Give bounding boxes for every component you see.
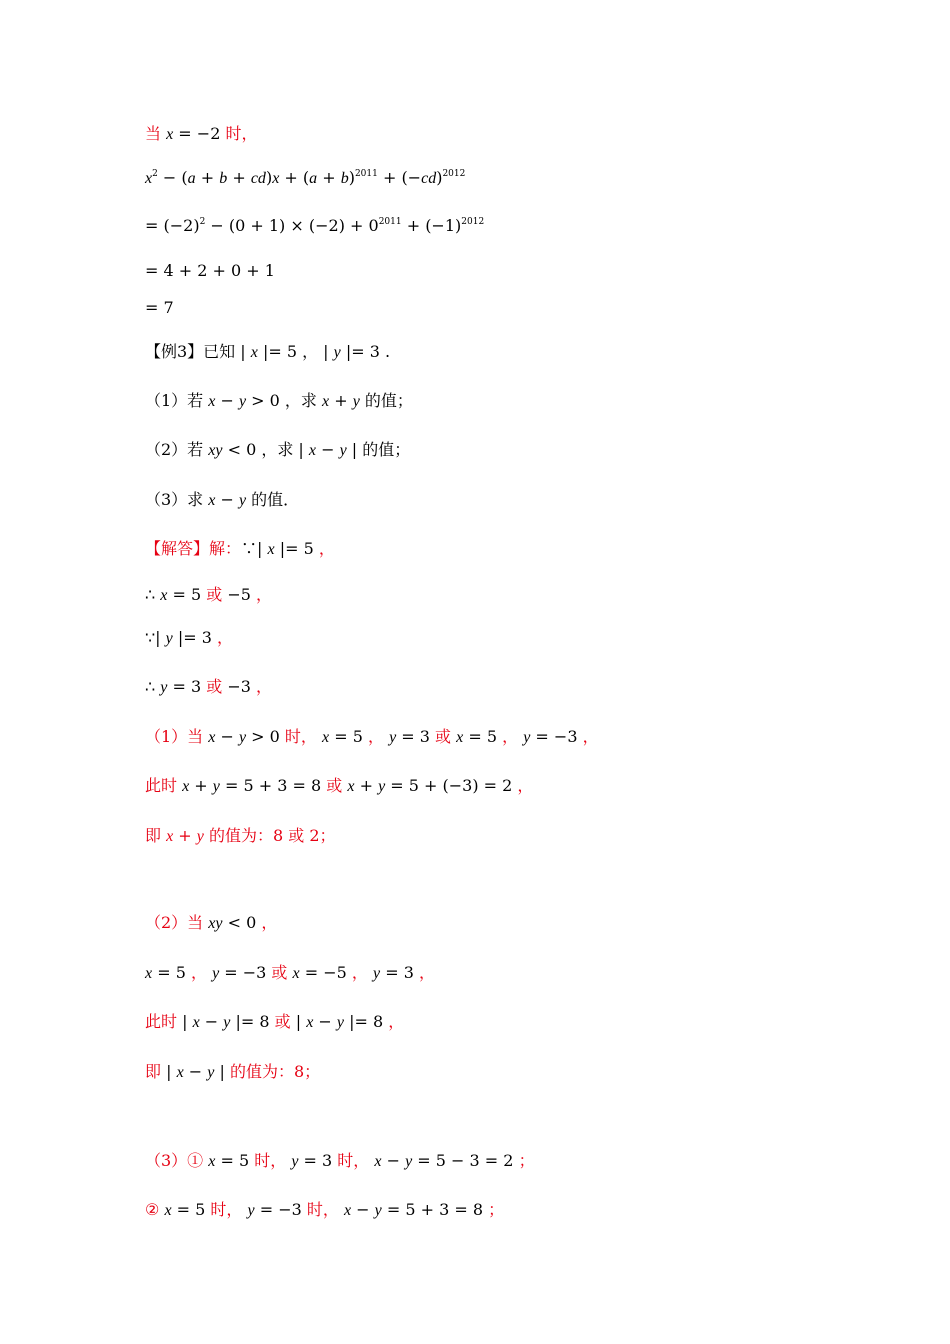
line-9: 【解答】解：∵| x |= 5 ，: [145, 539, 335, 558]
line-1: $x^2 - (a + b + cd)x + (a + b)^{2011} + (-cd)^{2012}$: [145, 168, 466, 187]
line-4: = 7: [145, 298, 174, 317]
line-14: 此时 x + y = 5 + 3 = 8 或 x + y = 5 + (−3) = 2 ，: [145, 776, 534, 795]
line-12: ∴ y = 3 或 −3 ，: [145, 677, 273, 696]
line-18: 此时 | x − y |= 8 或 | x − y |= 8 ，: [145, 1012, 405, 1031]
line-5: 【例3】已知 | x |= 5 ， | y |= 3 .: [145, 342, 391, 361]
line-2: = $(-2)^2 - (0 + 1) \times (-2) + 0^{2011} + (-1)^{2012}$: [145, 216, 485, 235]
line-0: 当 x = −2 时，: [145, 124, 258, 143]
line-15: 即 x + y 的值为：8 或 2；: [145, 826, 336, 845]
line-6: （1）若 x − y > 0 ，求 x + y 的值；: [145, 391, 413, 410]
line-21: ② x = 5 时， y = −3 时， x − y = 5 + 3 = 8 ；: [145, 1200, 505, 1219]
line-7: （2）若 xy < 0 ，求 | x − y | 的值；: [145, 440, 411, 459]
line-17: x = 5 ， y = −3 或 x = −5 ， y = 3 ，: [145, 963, 435, 982]
line-13: （1）当 x − y > 0 时， x = 5 ， y = 3 或 x = 5 ， y = −3 ，: [145, 727, 599, 746]
line-11: ∵| y |= 3 ，: [145, 628, 234, 647]
line-16: （2）当 xy < 0 ，: [145, 913, 278, 932]
line-10: ∴ x = 5 或 −5 ，: [145, 585, 273, 604]
line-20: （3）① x = 5 时， y = 3 时， x − y = 5 − 3 = 2 ；: [145, 1151, 535, 1170]
line-8: （3）求 x − y 的值．: [145, 490, 300, 509]
line-19: 即 | x − y | 的值为：8；: [145, 1062, 321, 1081]
line-3: = 4 + 2 + 0 + 1: [145, 261, 275, 280]
